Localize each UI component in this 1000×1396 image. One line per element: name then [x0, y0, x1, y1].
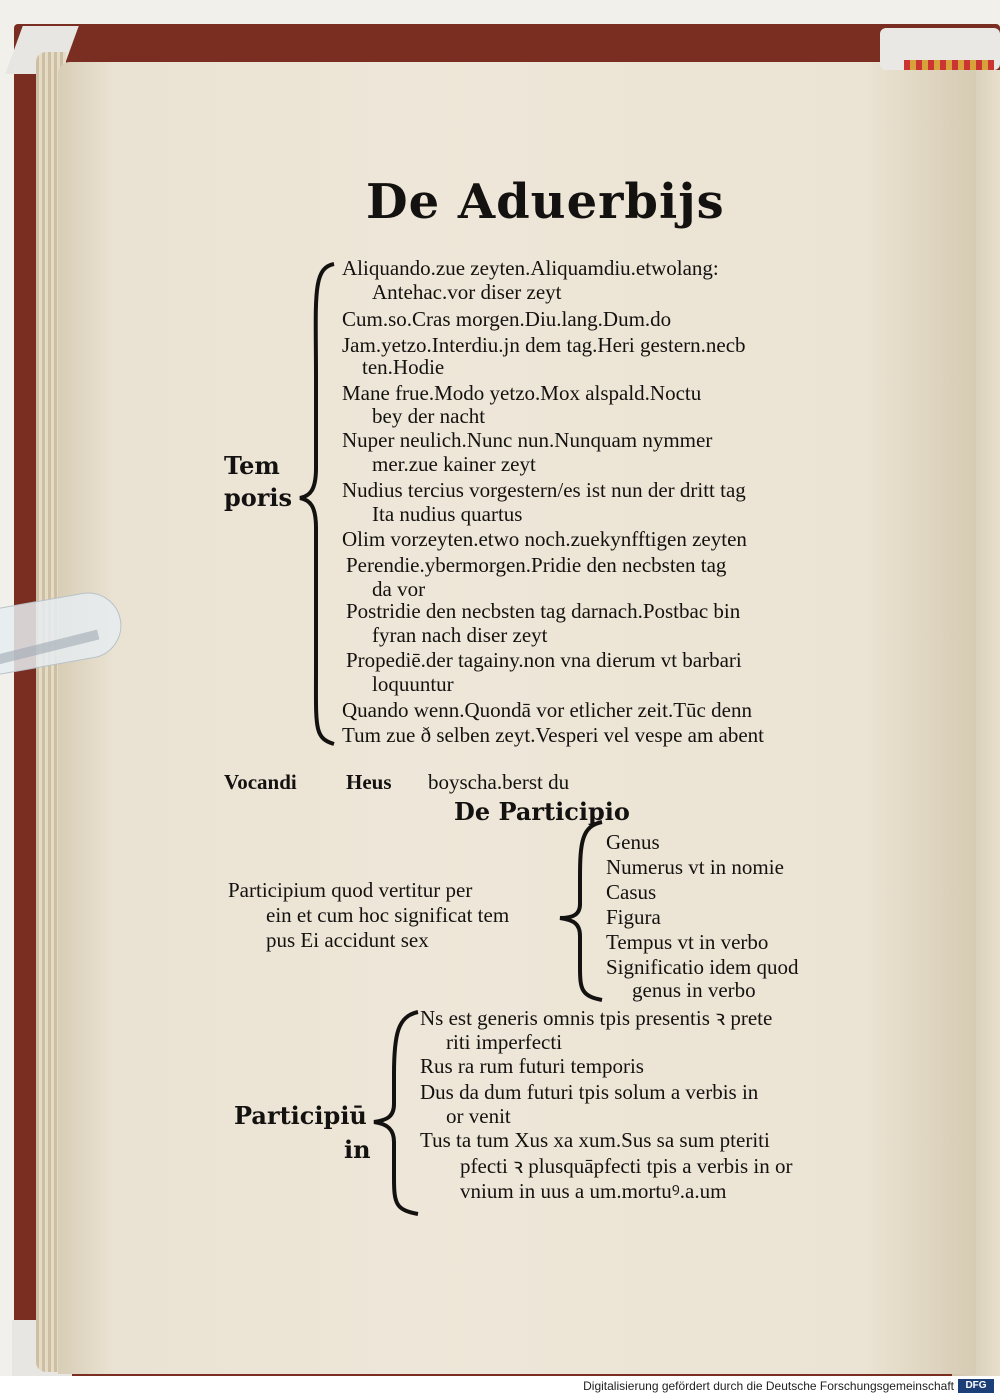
adverb-line: Cum.so.Cras morgen.Diu.lang.Dum.do [342, 307, 672, 331]
accident-item: Significatio idem quod [606, 955, 799, 979]
adverb-line: Quando wenn.Quondā vor etlicher zeit.Tūc denn [342, 698, 752, 722]
adverb-line: bey der nacht [372, 404, 486, 428]
ending-line: riti imperfecti [446, 1030, 563, 1054]
adverb-line: da vor [372, 577, 426, 601]
temporis-label-2: poris [224, 483, 293, 512]
ending-line: Rus ra rum futuri temporis [420, 1054, 644, 1078]
adverb-line: Nuper neulich.Nunc nun.Nunquam nymmer [342, 428, 713, 452]
adverb-line: Perendie.ybermorgen.Pridie den necbsten tag [346, 553, 727, 577]
temporis-brace [298, 258, 338, 748]
adverb-line: ten.Hodie [362, 355, 445, 379]
adverb-line: Aliquando.zue zeyten.Aliquamdiu.etwolang: [342, 256, 719, 280]
vocandi-word: Heus [346, 770, 392, 794]
adverb-line: mer.zue kainer zeyt [372, 452, 536, 476]
vocandi-label: Vocandi [224, 770, 297, 794]
vocandi-gloss: boyscha.berst du [428, 770, 570, 794]
adverb-line: Olim vorzeyten.etwo noch.zuekynfftigen zeyten [342, 527, 747, 551]
adverb-line: fyran nach diser zeyt [372, 623, 548, 647]
participium-intro-line: pus Ei accidunt sex [266, 928, 429, 952]
accident-item: Genus [606, 830, 660, 854]
accident-item: Tempus vt in verbo [606, 930, 769, 954]
footer-bar [0, 1376, 1000, 1396]
ending-line: Tus ta tum Xus xa xum.Sus sa sum pteriti [420, 1128, 770, 1152]
accident-item: Numerus vt in nomie [606, 855, 784, 879]
adverb-line: Propediē.der tagainy.non vna dierum vt barbari [346, 648, 742, 672]
dfg-logo: DFG [958, 1379, 994, 1393]
adverb-line: Jam.yetzo.Interdiu.jn dem tag.Heri gestern.necb [342, 333, 746, 357]
section-title: De Participio [454, 797, 630, 826]
funding-credit: Digitalisierung gefördert durch die Deutsche Forschungsgemeinschaft [583, 1379, 954, 1393]
adverb-line: Nudius tercius vorgestern/es ist nun der dritt tag [342, 478, 746, 502]
accidents-brace [556, 818, 606, 1002]
ending-line: pfecti ꝛ plusquāpfecti tpis a verbis in or [460, 1154, 793, 1178]
adverb-line: Postridie den necbsten tag darnach.Postbac bin [346, 599, 741, 623]
endings-brace [372, 1008, 422, 1218]
adverb-line: Mane frue.Modo yetzo.Mox alspald.Noctu [342, 381, 702, 405]
temporis-label-1: Tem [224, 451, 280, 480]
accident-item: Casus [606, 880, 657, 904]
accident-item: Figura [606, 905, 661, 929]
adverb-line: Tum zue ð selben zeyt.Vesperi vel vespe am abent [342, 723, 765, 747]
adverb-line: Antehac.vor diser zeyt [372, 280, 562, 304]
adverb-line: loquuntur [372, 672, 454, 696]
participiu-label-2: in [344, 1135, 371, 1164]
participium-intro-line: Participium quod vertitur per [228, 878, 473, 902]
adverb-line: Ita nudius quartus [372, 502, 523, 526]
ending-line: vnium in uus a um.mortuꝰ.a.um [460, 1179, 727, 1203]
participium-intro-line: ein et cum hoc significat tem [266, 903, 510, 927]
bookmark-ribbon [904, 60, 994, 70]
page-heading: De Aduerbijs [366, 174, 725, 230]
ending-line: or venit [446, 1104, 511, 1128]
participiu-label-1: Participiū [234, 1101, 367, 1130]
ending-line: Ns est generis omnis tpis presentis ꝛ prete [420, 1006, 773, 1030]
accident-item: genus in verbo [632, 978, 756, 1002]
ending-line: Dus da dum futuri tpis solum a verbis in [420, 1080, 759, 1104]
